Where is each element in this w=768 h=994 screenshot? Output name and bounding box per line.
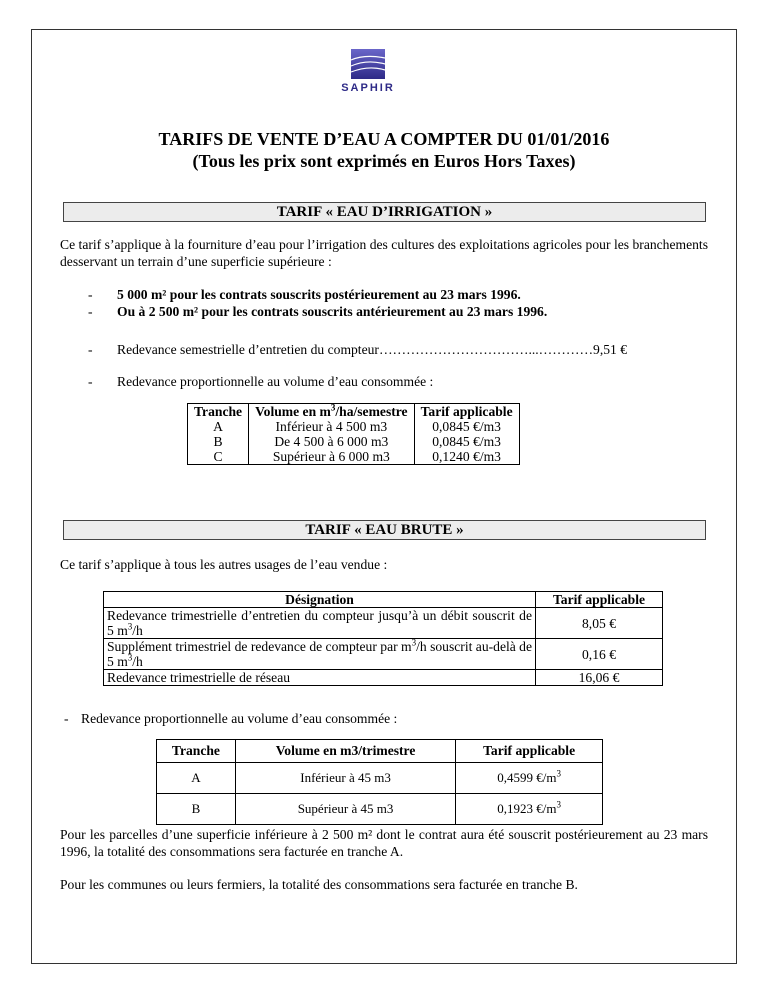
row2-text-a: Supplément trimestriel de redevance de compteur par m: [107, 639, 412, 654]
col-header-tarif: Tarif applicable: [414, 404, 519, 420]
tarif-value: 0,4599 €/m: [497, 770, 557, 785]
bullet-dash: -: [88, 304, 93, 319]
cell-tarif: [456, 763, 603, 794]
cell-tarif: 16,06 €: [536, 670, 663, 686]
condition-item-2: Ou à 2 500 m² pour les contrats souscrits antérieurement au 23 mars 1996.: [117, 304, 548, 319]
cell-tarif: 0,1240 €/m3: [414, 449, 519, 465]
meter-fee-line: Redevance semestrielle d’entretien du compteur……………………………...…………9,51 €: [117, 342, 628, 357]
saphir-logo: [331, 46, 405, 92]
cell-volume: Inférieur à 45 m3: [235, 763, 455, 794]
bullet-dash: -: [88, 287, 93, 302]
row1-text-b: /h: [132, 623, 143, 638]
condition-item-1: 5 000 m² pour les contrats souscrits postérieurement au 23 mars 1996.: [117, 287, 521, 302]
cell-tarif: 0,0845 €/m3: [414, 434, 519, 449]
superscript: 3: [127, 621, 133, 632]
volume-fee-line: Redevance proportionnelle au volume d’eau consommée :: [117, 374, 434, 389]
row2-text-b: /h souscrit au-delà de 5 m: [107, 639, 533, 669]
table-header-row: [157, 740, 603, 763]
table-row: [188, 449, 520, 465]
table-row: [104, 639, 663, 670]
cell-designation: Redevance trimestrielle de réseau: [104, 670, 536, 686]
note-tranche-b: Pour les communes ou leurs fermiers, la totalité des consommations sera facturée en tranche B.: [60, 877, 578, 892]
superscript: 3: [556, 799, 561, 810]
superscript: 3: [556, 768, 561, 779]
col-header-tarif: Tarif applicable: [456, 740, 603, 763]
bullet-dash: -: [88, 342, 93, 357]
col-header-tranche: Tranche: [157, 740, 236, 763]
cell-volume: Inférieur à 4 500 m3: [249, 419, 415, 434]
cell-volume: Supérieur à 6 000 m3: [249, 449, 415, 465]
cell-tranche: A: [188, 419, 249, 434]
col-header-volume-b: /ha/semestre: [335, 404, 408, 419]
col-header-tarif: Tarif applicable: [536, 592, 663, 608]
superscript: 3: [127, 652, 133, 663]
page-title: TARIFS DE VENTE D’EAU A COMPTER DU 01/01/2016: [158, 129, 610, 149]
section-heading-brute: TARIF « EAU BRUTE »: [63, 520, 706, 540]
cell-tranche: B: [188, 434, 249, 449]
table-header-row: [104, 592, 663, 608]
note-tranche-a: Pour les parcelles d’une superficie inférieure à 2 500 m² dont le contrat aura été souscrit postérieurement au 23 mars 1996, la totalité des consommations sera facturée en tranche A.: [60, 827, 708, 859]
irrigation-intro: Ce tarif s’applique à la fourniture d’eau pour l’irrigation des cultures des exploitations agricoles pour les branchements desservant un terrain d’une superficie supérieure :: [60, 237, 708, 269]
cell-tarif: 0,0845 €/m3: [414, 419, 519, 434]
cell-designation: [104, 639, 536, 670]
col-header-designation: Désignation: [104, 592, 536, 608]
bullet-dash: -: [88, 374, 93, 389]
bullet-dash: -: [64, 711, 69, 726]
table-row: [104, 608, 663, 639]
superscript: 3: [411, 637, 417, 648]
row2-text-c: /h: [132, 654, 143, 669]
cell-volume: Supérieur à 45 m3: [235, 794, 455, 825]
brute-fees-table: [103, 591, 663, 686]
brute-volume-line: Redevance proportionnelle au volume d’eau consommée :: [81, 711, 398, 726]
tarif-value: 0,1923 €/m: [497, 801, 557, 816]
cell-tarif: 0,16 €: [536, 639, 663, 670]
table-row: [104, 670, 663, 686]
superscript: 3: [330, 402, 336, 413]
table-row: [157, 763, 603, 794]
cell-tarif: [456, 794, 603, 825]
cell-tranche: B: [157, 794, 236, 825]
cell-volume: De 4 500 à 6 000 m3: [249, 434, 415, 449]
col-header-volume-a: Volume en m: [255, 404, 331, 419]
table-row: [188, 419, 520, 434]
cell-designation: [104, 608, 536, 639]
irrigation-tariff-table: [187, 403, 520, 465]
table-header-row: [188, 404, 520, 420]
col-header-tranche: Tranche: [188, 404, 249, 420]
brute-intro: Ce tarif s’applique à tous les autres usages de l’eau vendue :: [60, 557, 388, 572]
col-header-volume: Volume en m3/trimestre: [235, 740, 455, 763]
logo-waves-icon: [331, 46, 405, 82]
brute-volume-table: [156, 739, 603, 825]
page-subtitle: (Tous les prix sont exprimés en Euros Hors Taxes): [192, 151, 576, 171]
table-row: [188, 434, 520, 449]
logo-text: SAPHIR: [341, 82, 395, 94]
row1-text-a: Redevance trimestrielle d’entretien du compteur jusqu’à un débit souscrit de 5 m: [107, 608, 532, 638]
cell-tranche: A: [157, 763, 236, 794]
section-heading-irrigation: TARIF « EAU D’IRRIGATION »: [63, 202, 706, 222]
cell-tranche: C: [188, 449, 249, 465]
col-header-volume: [249, 404, 415, 420]
table-row: [157, 794, 603, 825]
cell-tarif: 8,05 €: [536, 608, 663, 639]
